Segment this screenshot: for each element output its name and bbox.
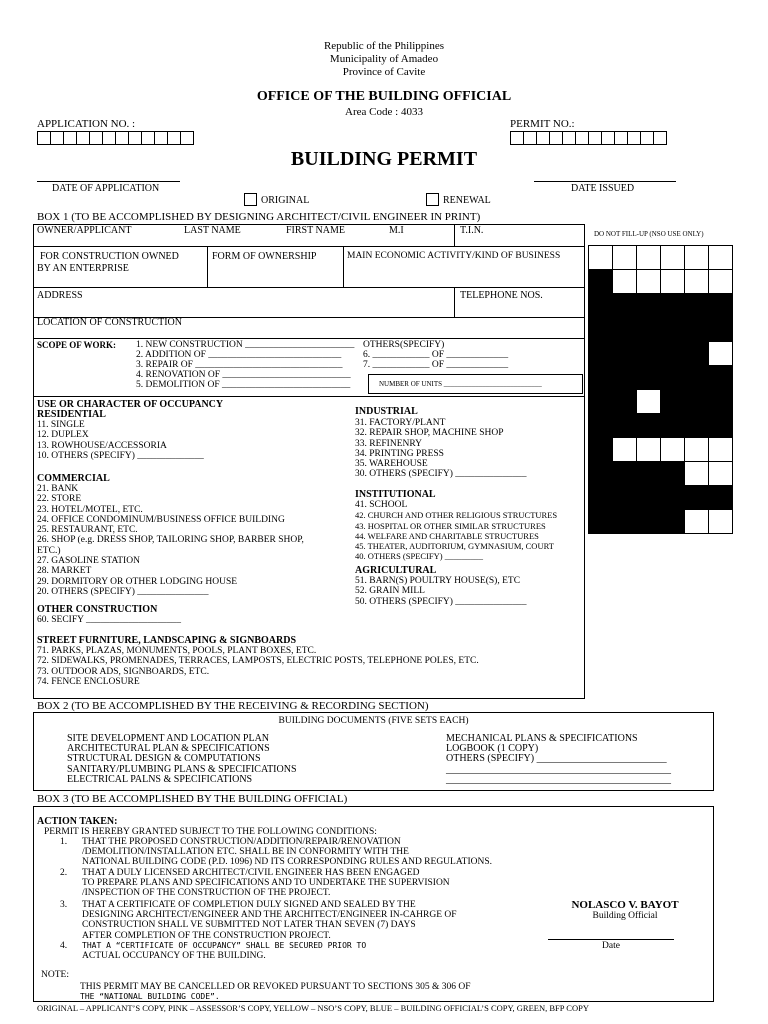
nso-grid-cell-filled (661, 342, 685, 366)
nso-grid-cell-empty (709, 270, 733, 294)
location-label: LOCATION OF CONSTRUCTION (37, 317, 183, 328)
nso-grid-cell-filled (709, 390, 733, 414)
nso-grid-cell-empty (709, 510, 733, 534)
nso-grid-cell-filled (661, 414, 685, 438)
page-title: BUILDING PERMIT (290, 148, 478, 170)
nso-grid-cell-empty (637, 438, 661, 462)
nso-grid-cell-empty (637, 270, 661, 294)
scope-item: 2. ADDITION OF ____________________________ (136, 350, 342, 360)
list-item: 45. THEATER, AUDITORIUM, GYMNASIUM, COURT (355, 541, 554, 552)
copy-distribution-footer: ORIGINAL – APPLICANT’S COPY, PINK – ASSESSOR’S COPY, YELLOW – NSO’S COPY, BLUE – BUILDING OFFICIAL’S COPY, GREEN, BFP COPY (37, 1003, 589, 1013)
nso-grid-cell-filled (709, 318, 733, 342)
header-line2: Municipality of Amadeo (329, 53, 439, 65)
permit-no-label: PERMIT NO.: (510, 118, 575, 130)
permit-no-boxes[interactable] (510, 131, 666, 145)
list-item: 21. BANK (37, 484, 79, 494)
other-list (37, 615, 181, 626)
action-taken-label: ACTION TAKEN: (37, 816, 118, 827)
box2-right-list (446, 734, 671, 785)
original-label: ORIGINAL (261, 195, 310, 206)
nso-grid-cell-filled (709, 366, 733, 390)
list-item: 28. MARKET (37, 566, 92, 577)
by-enterprise-label: BY AN ENTERPRISE (37, 263, 129, 274)
official-name: NOLASCO V. BAYOT (571, 899, 679, 911)
scope-right-list (363, 340, 508, 370)
nso-grid-cell-filled (685, 294, 709, 318)
nso-grid-cell-filled (661, 462, 685, 486)
nso-grid-cell-filled (613, 414, 637, 438)
list-item: 25. RESTAURANT, ETC. (37, 525, 138, 536)
nso-grid-cell-filled (661, 318, 685, 342)
list-item: 32. REPAIR SHOP, MACHINE SHOP (355, 428, 504, 439)
residential-heading: RESIDENTIAL (37, 409, 106, 420)
use-heading: USE OR CHARACTER OF OCCUPANCY (37, 399, 224, 410)
mi-label: M.I (389, 225, 404, 236)
document-item: ARCHITECTURAL PLAN & SPECIFICATIONS (67, 743, 270, 755)
renewal-checkbox[interactable] (426, 193, 439, 206)
nso-grid-cell-filled (637, 318, 661, 342)
application-no-boxes[interactable] (37, 131, 193, 145)
nso-grid-cell-empty (661, 246, 685, 270)
nso-grid-cell-filled (637, 366, 661, 390)
nso-grid-cell-filled (709, 294, 733, 318)
list-item: 11. SINGLE (37, 420, 85, 430)
date-issued-line[interactable] (534, 181, 676, 182)
nso-grid-cell-empty (685, 510, 709, 534)
nso-grid-cell-filled (685, 318, 709, 342)
list-item: 27. GASOLINE STATION (37, 556, 140, 567)
area-code: Area Code : 4033 (345, 106, 423, 118)
nso-grid-cell-empty (709, 246, 733, 270)
nso-grid-cell-filled (589, 294, 613, 318)
nso-grid-cell-empty (637, 246, 661, 270)
nso-grid-row (589, 462, 733, 486)
nso-grid-cell-filled (589, 438, 613, 462)
nso-grid-cell-filled (613, 462, 637, 486)
list-item: 40. OTHERS (SPECIFY) _________ (355, 551, 483, 562)
commercial-heading: COMMERCIAL (37, 473, 110, 484)
nso-grid-cell-filled (613, 318, 637, 342)
box2-heading: BOX 2 (TO BE ACCOMPLISHED BY THE RECEIVING & RECORDING SECTION) (37, 700, 429, 712)
scope-item: 7. ____________ OF _____________ (363, 360, 509, 370)
nso-grid-cell-empty (613, 438, 637, 462)
institutional-list (355, 500, 557, 562)
nso-grid-cell-empty (661, 438, 685, 462)
address-label: ADDRESS (37, 290, 83, 301)
scope-item: 6. ____________ OF _____________ (363, 350, 509, 360)
nso-grid-cell-empty (685, 438, 709, 462)
list-item: 24. OFFICE CONDOMINUM/BUSINESS OFFICE BUILDING (37, 514, 285, 525)
nso-grid-cell-empty (685, 462, 709, 486)
granted-text: PERMIT IS HEREBY GRANTED SUBJECT TO THE FOLLOWING CONDITIONS: (44, 827, 377, 837)
nso-grid-cell-filled (589, 462, 613, 486)
nso-grid-cell-filled (637, 294, 661, 318)
nso-grid-cell-filled (589, 486, 613, 510)
list-item: 52. GRAIN MILL (355, 586, 425, 597)
note-label: NOTE: (41, 970, 69, 980)
nso-grid-cell-empty (685, 246, 709, 270)
document-item: _____________________________________________ (446, 773, 671, 785)
nso-grid-cell-empty (589, 246, 613, 270)
telephone-label: TELEPHONE NOS. (460, 290, 543, 301)
nso-grid-cell-filled (589, 318, 613, 342)
nso-grid-cell-empty (613, 270, 637, 294)
scope-item: 4. RENOVATION OF ___________________________ (136, 370, 351, 380)
nso-grid-cell-filled (685, 414, 709, 438)
document-item: STRUCTURAL DESIGN & COMPUTATIONS (67, 753, 261, 765)
date-of-application-line[interactable] (37, 181, 180, 182)
box3-heading: BOX 3 (TO BE ACCOMPLISHED BY THE BUILDING OFFICIAL) (37, 793, 348, 805)
list-item: 41. SCHOOL (355, 500, 408, 510)
list-item: 23. HOTEL/MOTEL, ETC. (37, 504, 143, 515)
date-issued-label: DATE ISSUED (571, 183, 635, 194)
nso-grid-cell-filled (589, 366, 613, 390)
nso-grid-cell-filled (661, 486, 685, 510)
first-name-label: FIRST NAME (286, 225, 345, 236)
nso-grid-cell-filled (661, 510, 685, 534)
for-construction-label: FOR CONSTRUCTION OWNED (40, 251, 179, 262)
nso-grid-cell-filled (661, 294, 685, 318)
nso-grid-cell-filled (637, 510, 661, 534)
nso-grid-row (589, 390, 733, 414)
agricultural-heading: AGRICULTURAL (355, 565, 437, 576)
industrial-list (355, 418, 527, 480)
nso-grid-cell-filled (589, 414, 613, 438)
nso-grid-cell-filled (709, 486, 733, 510)
nso-grid-cell-empty (637, 390, 661, 414)
scope-left-list (136, 340, 354, 390)
nso-grid-cell-filled (709, 414, 733, 438)
nso-grid-cell-filled (613, 390, 637, 414)
nso-grid-cell-empty (709, 438, 733, 462)
date-of-application-label: DATE OF APPLICATION (52, 183, 160, 194)
list-item: 20. OTHERS (SPECIFY) _______________ (37, 586, 209, 597)
form-of-ownership-label: FORM OF OWNERSHIP (212, 251, 317, 262)
nso-grid-cell-filled (613, 510, 637, 534)
nso-grid-cell-filled (613, 486, 637, 510)
nso-grid-row (589, 486, 733, 510)
list-item: 35. WAREHOUSE (355, 459, 428, 470)
document-item: SANITARY/PLUMBING PLANS & SPECIFICATIONS (67, 763, 297, 775)
header-line1: Republic of the Philippines (323, 40, 445, 52)
nso-grid-cell-empty (613, 246, 637, 270)
document-item: LOGBOOK (1 COPY) (446, 743, 539, 755)
document-item: MECHANICAL PLANS & SPECIFICATIONS (446, 733, 638, 744)
original-checkbox[interactable] (244, 193, 257, 206)
nso-grid-cell-filled (613, 342, 637, 366)
list-item: 12. DUPLEX (37, 430, 89, 441)
list-item: 29. DORMITORY OR OTHER LODGING HOUSE (37, 576, 238, 587)
scope-item: 1. NEW CONSTRUCTION _______________________ (136, 340, 355, 350)
nso-grid-cell-filled (637, 462, 661, 486)
nso-grid-cell-filled (661, 390, 685, 414)
office-title: OFFICE OF THE BUILDING OFFICIAL (256, 89, 512, 104)
nso-grid-cell-filled (637, 342, 661, 366)
nso-grid-row (589, 366, 733, 390)
nso-grid-cell-filled (637, 414, 661, 438)
scope-label: SCOPE OF WORK: (37, 340, 117, 350)
scope-item: OTHERS(SPECIFY) (363, 340, 445, 350)
institutional-heading: INSTITUTIONAL (355, 489, 436, 500)
document-item: SITE DEVELOPMENT AND LOCATION PLAN (67, 733, 270, 744)
list-item: 22. STORE (37, 494, 82, 505)
application-no-label: APPLICATION NO. : (37, 118, 136, 130)
nso-grid-cell-filled (589, 342, 613, 366)
nso-grid-row (589, 438, 733, 462)
agricultural-list (355, 576, 527, 607)
nso-grid-row (589, 246, 733, 270)
box1-heading: BOX 1 (TO BE ACCOMPLISHED BY DESIGNING ARCHITECT/CIVIL ENGINEER IN PRINT) (37, 211, 481, 223)
list-item: 30. OTHERS (SPECIFY) _______________ (355, 469, 527, 480)
commercial-list (37, 484, 304, 597)
list-item: 71. PARKS, PLAZAS, MONUMENTS, POOLS, PLANT BOXES, ETC. (37, 646, 317, 656)
street-list (37, 646, 479, 687)
nso-grid-cell-filled (661, 366, 685, 390)
document-item: OTHERS (SPECIFY) __________________________ (446, 753, 667, 765)
list-item: 60. SECIFY ____________________ (37, 615, 182, 625)
list-item: 43. HOSPITAL OR OTHER SIMILAR STRUCTURES (355, 520, 546, 531)
nso-grid-cell-filled (685, 390, 709, 414)
note-line1: THIS PERMIT MAY BE CANCELLED OR REVOKED PURSUANT TO SECTIONS 305 & 306 OF (80, 982, 471, 992)
list-item: 51. BARN(S) POULTRY HOUSE(S), ETC (355, 576, 521, 586)
nso-grid-cell-filled (589, 510, 613, 534)
nso-grid-cell-empty (709, 462, 733, 486)
nso-grid-row (589, 294, 733, 318)
number-of-units-label: NUMBER OF UNITS ____________________________ (379, 380, 542, 388)
list-item: 44. WELFARE AND CHARITABLE STRUCTURES (355, 530, 539, 541)
nso-grid-row (589, 342, 733, 366)
nso-grid-cell-filled (589, 270, 613, 294)
main-activity-label: MAIN ECONOMIC ACTIVITY/KIND OF BUSINESS (347, 251, 561, 261)
date-line[interactable] (548, 939, 674, 940)
box2-left-list (67, 734, 297, 785)
street-heading: STREET FURNITURE, LANDSCAPING & SIGNBOARDS (37, 635, 297, 646)
list-item: 13. ROWHOUSE/ACCESSORIA (37, 440, 167, 451)
nso-grid-cell-filled (637, 486, 661, 510)
renewal-label: RENEWAL (443, 195, 491, 206)
scope-item: 5. DEMOLITION OF ___________________________ (136, 380, 351, 390)
nso-grid (588, 245, 733, 534)
official-title: Building Official (592, 911, 658, 921)
list-item: 26. SHOP (e.g. DRESS SHOP, TAILORING SHOP, BARBER SHOP, (37, 535, 304, 546)
document-item: ELECTRICAL PALNS & SPECIFICATIONS (67, 773, 253, 785)
other-heading: OTHER CONSTRUCTION (37, 604, 158, 615)
header-line3: Province of Cavite (342, 66, 426, 78)
list-item: 50. OTHERS (SPECIFY) _______________ (355, 596, 527, 607)
nso-grid-row (589, 270, 733, 294)
note-line2: THE “NATIONAL BUILDING CODE”. (80, 992, 220, 1001)
nso-grid-cell-filled (613, 294, 637, 318)
nso-grid-cell-empty (661, 270, 685, 294)
list-item: 10. OTHERS (SPECIFY) ______________ (37, 450, 204, 461)
nso-grid-cell-filled (685, 486, 709, 510)
scope-item: 3. REPAIR OF _______________________________ (136, 360, 343, 370)
nso-grid-row (589, 510, 733, 534)
date-label: Date (602, 941, 620, 951)
nso-grid-cell-filled (685, 342, 709, 366)
list-item: 33. REFINENRY (355, 438, 423, 449)
nso-grid-row (589, 318, 733, 342)
nso-grid-cell-empty (709, 342, 733, 366)
list-item: 31. FACTORY/PLANT (355, 418, 446, 428)
list-item: 73. OUTDOOR ADS, SIGNBOARDS, ETC. (37, 666, 210, 677)
document-item: _____________________________________________ (446, 763, 671, 775)
nso-grid-cell-filled (685, 366, 709, 390)
list-item: 72. SIDEWALKS, PROMENADES, TERRACES, LAMPOSTS, ELECTRIC POSTS, TELEPHONE POLES, ETC. (37, 656, 479, 667)
owner-applicant-label: OWNER/APPLICANT (37, 225, 132, 236)
nso-grid-cell-filled (589, 390, 613, 414)
tin-label: T.I.N. (460, 225, 484, 236)
list-item: 42. CHURCH AND OTHER RELIGIOUS STRUCTURES (355, 510, 558, 521)
box2-subheading: BUILDING DOCUMENTS (FIVE SETS EACH) (278, 716, 469, 726)
nso-grid-cell-filled (613, 366, 637, 390)
nso-grid-cell-empty (685, 270, 709, 294)
residential-list (37, 420, 204, 461)
list-item: 74. FENCE ENCLOSURE (37, 676, 140, 687)
nso-note: DO NOT FILL-UP (NSO USE ONLY) (594, 230, 704, 238)
last-name-label: LAST NAME (184, 225, 241, 236)
list-item: ETC.) (37, 545, 61, 556)
nso-grid-row (589, 414, 733, 438)
industrial-heading: INDUSTRIAL (355, 406, 418, 417)
list-item: 34. PRINTING PRESS (355, 448, 444, 459)
